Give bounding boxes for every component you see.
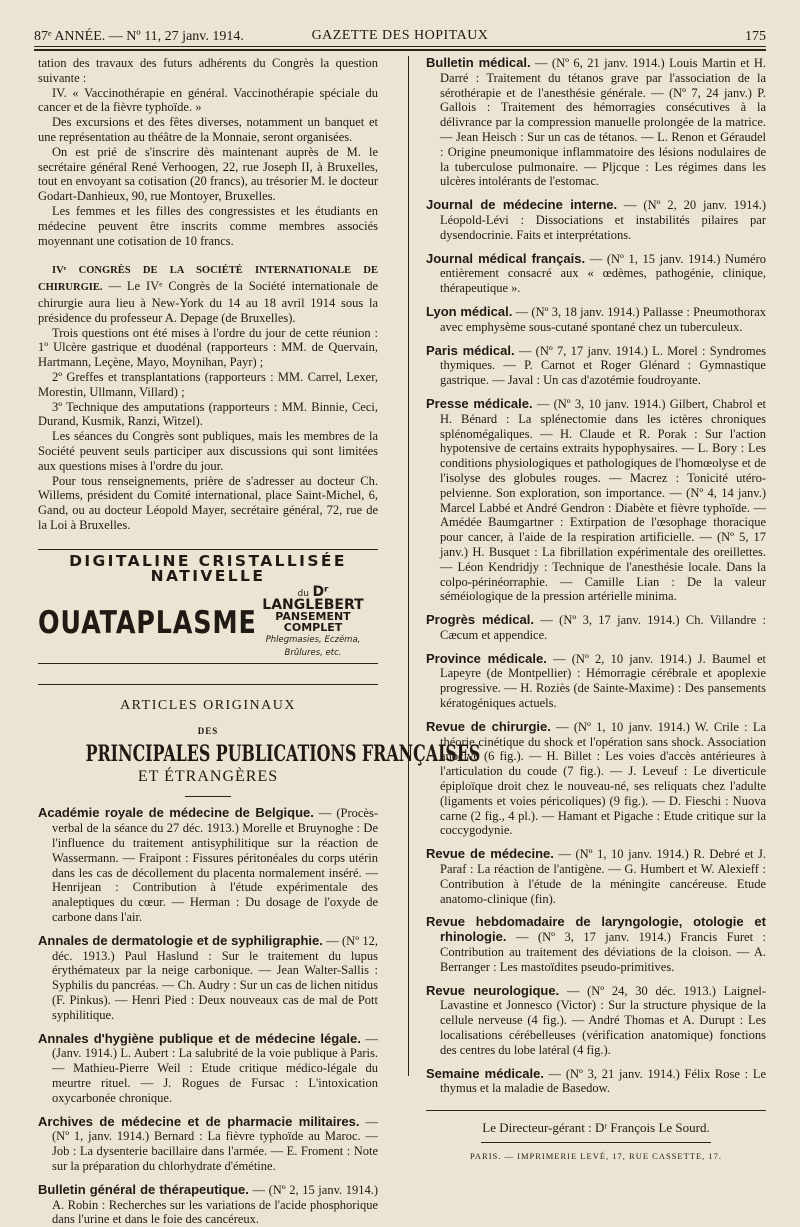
list-item xyxy=(38,934,378,1023)
page-number: 175 xyxy=(745,29,766,44)
congress-text: — Le IVᵉ Congrès de la Société internationale de chirurgie aura lieu à New-York du 14 au 18 avril 1914 sous la présidence du professeur A. Depage (de Bruxelles). xyxy=(38,279,379,325)
journal-name: Revue hebdomadaire de laryngologie, otologie et rhinologie. xyxy=(426,914,766,945)
entry-text: — (Nº 1, 10 janv. 1914.) R. Debré et J. Paraf : La réaction de l'antigène. — G. Humbert et W. Alexieff : Contribution à l'étude de la méningite cancéreuse. Etude anatomo-clinique (fin). xyxy=(440,847,767,906)
intro-paragraph: IV. « Vaccinothérapie en général. Vaccinothérapie spéciale du cancer et de la fièvre typhoïde. » xyxy=(38,85,378,115)
printer-line: PARIS. — IMPRIMERIE LEVÉ, 17, RUE CASSETTE, 17. xyxy=(469,1151,723,1161)
articles-heading xyxy=(38,684,481,797)
congress-paragraph: Trois questions ont été mises à l'ordre du jour de cette réunion : 1º Ulcère gastrique et duodénal (rapporteurs : MM. de Quervain, Hartmann, Leçène, Mayo, Moynihan, Payr) ; xyxy=(38,325,378,370)
articles-des: DES xyxy=(197,726,219,737)
header-rule xyxy=(34,46,766,47)
list-item xyxy=(426,720,766,838)
entry-text: — (Nº 3, 10 janv. 1914.) Gilbert, Chabrol et H. Bénard : La splénectomie dans les ictères chroniques splénomégaliques. — H. Claude et R. Porak : Sur l'action hypotensive de certains extraits hypophysaires. — L. Bory : Les conditions physiologiques et pathologiques de l'homœolyse et de l'isolyse des globules rouges. — Macrez : Tonicité utéro-pelvienne. Son exploration, son importance. — (Nº 4, 14 janv.) Marcel Labbé et André Gendron : Diabète et fièvre typhoïde. — Amédée Baumgartner : Extirpation de l'œsophage thoracique pour cancer, à l'aide de la respiration artificielle. — (Nº 5, 17 janv.) H. Busquet : La fibrillation expérimentale des oreillettes. — Léon Kendridjy : Technique de l'anesthésie locale. Dans la colpo-périnéorraphie. — Camille Lian : De la valeur séméiologique de la pression artérielle minima. xyxy=(440,396,767,604)
entry-text: — (Nº 24, 30 déc. 1913.) Laignel-Lavastine et Jonnesco (Victor) : Sur la structure physique de la cellule nerveuse (4 fig.). — André Thomas et A. Durupt : Les localisations cérébelleuses (vérification anatomique) fonctions des centres du lobe latéral (4 fig.). xyxy=(440,983,766,1057)
list-item xyxy=(38,1183,378,1227)
ad-ouataplasme-row xyxy=(38,584,378,659)
list-item xyxy=(426,56,766,189)
issue-info: 87ᵉ ANNÉE. — Nº 11, 27 janv. 1914. xyxy=(34,29,244,44)
journal-name: Journal médical français. xyxy=(426,250,586,266)
articles-big-title: PRINCIPALES PUBLICATIONS FRANÇAISES xyxy=(85,740,481,767)
congress-heading: IVᵉ CONGRÈS DE LA SOCIÉTÉ INTERNATIONALE DE CHIRURGIE. xyxy=(38,265,378,294)
list-item xyxy=(426,344,766,388)
journal-title: GAZETTE DES HOPITAUX xyxy=(311,28,489,43)
list-item xyxy=(426,613,766,643)
intro-paragraph: Les femmes et les filles des congressistes et les étudiants en médecine peuvent être inscrits comme membres associés moyennant une cotisation de 10 francs. xyxy=(38,203,378,248)
list-item xyxy=(426,1067,766,1097)
column-divider xyxy=(408,56,409,1076)
ad-digitaline: DIGITALINE CRISTALLISÉE NATIVELLE xyxy=(69,551,347,585)
congress-paragraph: Pour tous renseignements, prière de s'adresser au docteur Ch. Willems, président du Comité international, place Saint-Michel, 6, Gand, ou au docteur Léopold Mayer, secrétaire général, 72, rue de la Loi à Bruxelles. xyxy=(38,473,378,532)
journal-name: Semaine médicale. xyxy=(426,1065,544,1081)
articles-subtitle: ET ÉTRANGÈRES xyxy=(137,767,279,785)
list-item xyxy=(426,652,766,711)
columns xyxy=(34,55,767,1227)
journal-name: Journal de médecine interne. xyxy=(426,197,618,213)
list-item xyxy=(38,1115,378,1174)
journal-name: Revue de chirurgie. xyxy=(426,718,551,734)
congress-paragraph: Les séances du Congrès sont publiques, mais les membres de la Société peuvent seuls participer aux discussions qui sont limitées aux questions mises à l'ordre du jour. xyxy=(38,429,378,473)
entry-text: — (Nº 1, janv. 1914.) Bernard : La fièvre typhoïde au Maroc. — Job : La dysenterie bacillaire dans l'armée. — E. Froment : Note sur la préparation du chlorhydrate d'émétine. xyxy=(52,1114,378,1174)
entry-text: — (Nº 3, 21 janv. 1914.) Félix Rose : Le thymus et la maladie de Basedow. xyxy=(440,1066,767,1096)
intro-paragraph: tation des travaux des futurs adhérents du Congrès la question suivante : xyxy=(38,56,378,85)
entry-text: — (Procès-verbal de la séance du 27 déc. 1913.) Morelle et Bruynoghe : De l'influence du traitement antisyphilitique sur la réaction de Wassermann. — Fraipont : Fissures péritonéales du corps utérin dans les cas de décollement du placenta normalement inséré. — Henrijean : Contribution à l'étude expérimentale des analeptiques du cœur. — Herman : Du dosage de l'oxyde de carbone dans l'air. xyxy=(52,806,379,925)
entry-text: — (Nº 1, 10 janv. 1914.) W. Crile : La théorie cinétique du shock et l'opération sans shock. Association anocive (6 fig.). — H. Billet : Les voies d'accès antérieures à l'articulation du coude (7 fig.). — J. Leveuf : Le diverticule épiploïque droit chez le nouveau-né, ses reliquats chez l'adulte (ligaments et voies péricoliques) (9 fig.). — D. Fieschi : Nuova carne (2 fig., 4 pl.). — Hamant et Pigache : Etude critique sur la coccygodynie. xyxy=(440,719,767,838)
list-item xyxy=(38,806,378,924)
entry-text: — (Nº 12, déc. 1913.) Paul Haslund : Sur le traitement du lupus érythémateux par la neige carbonique. — Jean Walter-Sallis : Syphilis du pancréas. — Ch. Audry : Sur un cas de lichen nitidus (F. Pinkus). — Henri Pied : Deux nouveaux cas de mal de Pott syphilitique. xyxy=(52,933,379,1022)
journal-name: Annales de dermatologie et de syphiligraphie. xyxy=(38,932,323,948)
page-footer xyxy=(426,1110,766,1164)
journal-name: Bulletin médical. xyxy=(426,55,531,70)
list-item xyxy=(38,1032,378,1106)
congress-paragraph: 2º Greffes et transplantations (rapporteurs : MM. Carrel, Lexer, Morestin, Ullmann, Villard) ; xyxy=(38,369,378,399)
entry-text: — (Nº 1, 15 janv. 1914.) Numéro entièrement consacré aux « œdèmes, pathogénie, clinique, thérapeutique ». xyxy=(440,251,767,296)
entry-text: — (Nº 6, 21 janv. 1914.) Louis Martin et H. Darré : Traitement du tétanos grave par l'association de la sérothérapie et de l'anesthésie générale. — (Nº 7, 24 janv.) P. Gallois : Traitement des hémorragies consécutives à la délivrance par la compression manuelle prolongée de la matrice. — Jean Heisch : Sur un cas de tétanos. — L. Renon et Géraudel : Origine pneumonique inflammatoire des lésions nodulaires de la tuberculose pulmonaire. — Pljcque : Les régimes dans les ulcères intolérants de l'estomac. xyxy=(440,56,766,189)
ad-doctor: Dʳ LANGLEBERT xyxy=(262,584,364,614)
director-line: Le Directeur-gérant : Dʳ François Le Sourd. xyxy=(482,1120,710,1136)
entry-text: — (Nº 3, 18 janv. 1914.) Pallasse : Pneumothorax avec emphysème sous-cutané spontané chez un tuberculeux. xyxy=(440,304,767,334)
journal-name: Lyon médical. xyxy=(426,303,513,319)
articles-title: ARTICLES ORIGINAUX xyxy=(120,698,296,714)
list-item xyxy=(426,915,766,974)
articles-rule xyxy=(185,796,231,797)
ad-details xyxy=(248,584,378,659)
entry-text: — (Nº 2, 15 janv. 1914.) A. Robin : Recherches sur les variations de l'acide phosphorique dans l'urine et dans le foie des cancéreux. xyxy=(52,1182,379,1227)
ad-pansement: PANSEMENT COMPLET xyxy=(275,610,351,635)
header-rule-double xyxy=(34,49,766,51)
entry-text: — (Nº 2, 20 janv. 1914.) Léopold-Lévi : Dissociations et instabilités pilaires par dysendocrinie. Faits et interprétations. xyxy=(440,198,767,242)
footer-rule xyxy=(481,1142,711,1143)
page-header xyxy=(34,26,766,46)
entry-text: — (Nº 3, 17 janv. 1914.) Ch. Villandre : Cæcum et appendice. xyxy=(440,613,766,642)
journal-name: Revue de médecine. xyxy=(426,846,554,862)
list-item xyxy=(426,198,766,242)
journal-name: Annales d'hygiène publique et de médecine légale. xyxy=(38,1030,361,1046)
journal-name: Province médicale. xyxy=(426,650,547,666)
congress-paragraph xyxy=(38,262,378,325)
journal-name: Paris médical. xyxy=(426,342,515,358)
entry-text: — (Janv. 1914.) L. Aubert : La salubrité de la voie publique à Paris. — Mathieu-Pierre Weil : Etude critique médico-légale du meurtre rituel. — J. Rogues de Fursac : L'intoxication oxycarbonée chronique. xyxy=(52,1031,379,1105)
ad-du: du xyxy=(297,589,309,600)
entry-text: — (Nº 7, 17 janv. 1914.) L. Morel : Syndromes thymiques. — P. Carnot et Roger Glénard : Gymnastique gastrique. — Javal : Un cas d'azotémie foudroyante. xyxy=(440,343,767,388)
advertisement xyxy=(38,549,378,665)
intro-paragraph: On est prié de s'inscrire dès maintenant auprès de M. le secrétaire général René Verhoogen, 22, rue Joseph II, à Bruxelles, tout en envoyant sa cotisation (20 francs), au trésorier M. le docteur Godart-Danhieux, 90, rue Montoyer, Bruxelles. xyxy=(38,144,378,204)
list-item xyxy=(426,252,766,296)
list-item xyxy=(426,984,766,1058)
journal-name: Académie royale de médecine de Belgique. xyxy=(38,805,314,821)
list-item xyxy=(426,397,766,604)
ad-uses: Phlegmasies, Eczéma, Brûlures, etc. xyxy=(265,635,361,659)
journal-name: Revue neurologique. xyxy=(426,982,560,998)
journal-name: Presse médicale. xyxy=(426,395,533,411)
ad-ouataplasme: OUATAPLASME xyxy=(38,605,257,642)
journal-name: Archives de médecine et de pharmacie militaires. xyxy=(38,1113,360,1129)
congress-paragraph: 3º Technique des amputations (rapporteurs : MM. Binnie, Ceci, Durand, Kusmik, Ranzi, Witzel). xyxy=(38,399,378,429)
entry-text: — (Nº 3, 17 janv. 1914.) Francis Furet : Contribution au traitement des déviations de la cloison. — A. Berranger : Les mastoïdites pseudo-primitives. xyxy=(440,930,767,974)
list-item xyxy=(426,847,766,906)
list-item xyxy=(426,305,766,335)
right-column xyxy=(426,56,766,1164)
intro-paragraph: Des excursions et des fêtes diverses, notamment un banquet et une représentation au théâtre de la Monnaie, seront organisées. xyxy=(38,115,378,144)
journal-name: Bulletin général de thérapeutique. xyxy=(38,1181,249,1197)
journal-name: Progrès médical. xyxy=(426,612,534,628)
entry-text: — (Nº 2, 10 janv. 1914.) J. Baumel et Lapeyre (de Montpellier) : Hémorragie cérébrale et apoplexie progressive. — H. Roziès (de Sainte-Maxime) : Des pansements kératogéniques actuels. xyxy=(440,651,767,711)
